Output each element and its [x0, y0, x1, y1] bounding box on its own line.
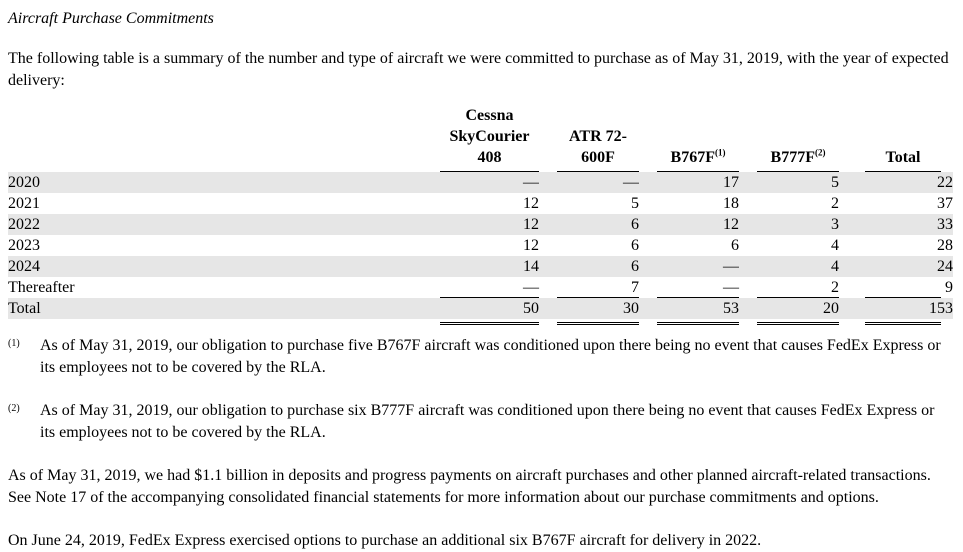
value-cell: 2 — [739, 277, 839, 298]
column-header-cessna-line1: Cessna — [465, 107, 514, 124]
value-cell: 17 — [639, 172, 739, 193]
value-cell: 4 — [831, 237, 839, 254]
column-header-cessna-line2: SkyCourier 408 — [449, 128, 530, 166]
footnote-2-text: As of May 31, 2019, our obligation to purchase six B777F aircraft was conditioned upon there being no event that causes FedEx Express or its employees not to be covered by the RLA. — [40, 402, 935, 441]
footnote-1 — [8, 335, 955, 379]
table-row-2021 — [8, 193, 953, 214]
value-cell: 18 — [723, 195, 739, 212]
value-cell: 24 — [839, 256, 953, 277]
footnote-ref-2: (2) — [814, 147, 826, 158]
column-header-atr: ATR 72-600F — [539, 105, 639, 172]
total-label-cell: Total — [8, 298, 436, 319]
value-cell: 6 — [539, 256, 639, 277]
value-cell: 28 — [937, 237, 953, 254]
value-cell: 33 — [839, 214, 953, 235]
column-header-b767: $B767F^{(1)}$ — [639, 105, 739, 172]
value-cell: — — [539, 172, 639, 193]
value-cell: 12 — [639, 214, 739, 235]
value-cell: 22 — [839, 172, 953, 193]
table-row-total — [8, 298, 953, 319]
value-cell: 5 — [631, 195, 639, 212]
intro-paragraph: The following table is a summary of the number and type of aircraft we were committed to purchase as of May 31, 2019, with the year of expected delivery: — [8, 50, 949, 89]
total-value-cell: 153 — [839, 298, 953, 319]
value-cell: 6 — [539, 214, 639, 235]
footnote-1-marker: (1) — [8, 338, 20, 349]
aircraft-commitments-table — [8, 105, 953, 319]
table-header-row — [8, 105, 953, 172]
total-value-cell: 53 — [639, 298, 739, 319]
value-cell: 6 — [631, 237, 639, 254]
deposits-paragraph: As of May 31, 2019, we had $1.1 billion in deposits and progress payments on aircraft purchases and other planned aircraft-related transactions. See Note 17 of the accompanying consolidated financial statements for more information about our purchase commitments and options. — [8, 467, 931, 506]
value-cell: 4 — [739, 256, 839, 277]
total-value-cell: 30 — [539, 298, 639, 319]
year-cell: 2020 — [8, 172, 436, 193]
value-cell: — — [639, 277, 739, 298]
total-value-cell: 50 — [436, 298, 539, 319]
year-cell: 2023 — [8, 237, 40, 254]
table-row-2023 — [8, 235, 953, 256]
table-row-thereafter — [8, 277, 953, 298]
value-cell: 5 — [739, 172, 839, 193]
year-cell: 2024 — [8, 256, 436, 277]
value-cell: 12 — [523, 237, 539, 254]
value-cell: 6 — [731, 237, 739, 254]
options-paragraph: On June 24, 2019, FedEx Express exercised options to purchase an additional six B767F aircraft for delivery in 2022. — [8, 532, 762, 549]
column-header-b777: $B777F^{(2)}$ — [739, 105, 839, 172]
value-cell: 37 — [937, 195, 953, 212]
value-cell: 12 — [523, 195, 539, 212]
value-cell: 7 — [539, 277, 639, 298]
value-cell: 2 — [831, 195, 839, 212]
value-cell: 9 — [839, 277, 953, 298]
footnote-ref-1: (1) — [714, 147, 726, 158]
column-header-cessna — [436, 105, 539, 172]
value-cell: 12 — [436, 214, 539, 235]
row-label-header — [8, 105, 436, 172]
footnote-2-marker: (2) — [8, 403, 20, 414]
value-cell: — — [639, 256, 739, 277]
year-cell: 2022 — [8, 214, 436, 235]
total-value-cell: 20 — [739, 298, 839, 319]
year-cell: Thereafter — [8, 279, 75, 296]
table-row-2020 — [8, 172, 953, 193]
value-cell: 14 — [436, 256, 539, 277]
value-cell: 3 — [739, 214, 839, 235]
section-title: Aircraft Purchase Commitments — [8, 10, 214, 27]
table-row-2022 — [8, 214, 953, 235]
value-cell: — — [436, 277, 539, 298]
footnote-1-text: As of May 31, 2019, our obligation to purchase five B767F aircraft was conditioned upon there being no event that causes FedEx Express or its employees not to be covered by the RLA. — [40, 337, 941, 376]
column-header-total: Total — [839, 105, 953, 172]
table-row-2024 — [8, 256, 953, 277]
footnote-2 — [8, 400, 955, 444]
value-cell: — — [436, 172, 539, 193]
year-cell: 2021 — [8, 195, 40, 212]
